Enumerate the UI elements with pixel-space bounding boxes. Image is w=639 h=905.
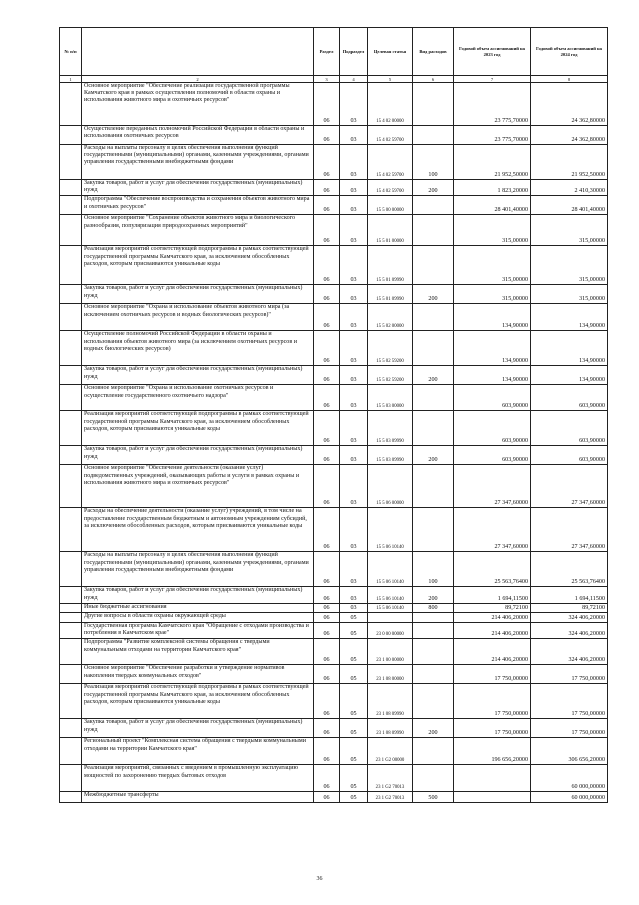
row-expense-type-cell [413,623,454,639]
table-row [60,738,608,765]
row-podrazdel-cell: 05 [340,765,368,792]
row-razdel-cell: 06 [314,719,340,738]
table-row [60,665,608,684]
row-volume-2024-cell: 60 000,00000 [531,765,608,792]
row-razdel-cell: 06 [314,613,340,623]
row-name-cell: Региональный проект "Комплексная система обращения с твердыми коммунальными отходами на территории Камчатского края" [82,738,314,765]
row-podrazdel-cell: 03 [340,126,368,145]
row-name-cell: Расходы на выплаты персоналу в целях обеспечения выполнения функций государственными (муниципальными) органами, казенными учреждениями, органами управления государственными внебюджетными фондами [82,145,314,180]
table-body [60,83,608,803]
row-expense-type-cell [413,215,454,246]
header-row [60,28,608,76]
row-expense-type-cell [413,684,454,719]
row-target-article-cell [368,613,413,623]
row-volume-2023-cell: 315,00000 [454,285,531,304]
row-podrazdel-cell: 03 [340,215,368,246]
row-volume-2024-cell: 134,90000 [531,331,608,366]
row-number-cell [60,331,82,366]
row-razdel-cell: 06 [314,603,340,612]
row-volume-2024-cell: 324 406,20000 [531,639,608,665]
row-number-cell [60,508,82,552]
row-number-cell [60,285,82,304]
row-volume-2024-cell: 24 362,80000 [531,83,608,126]
row-razdel-cell: 06 [314,285,340,304]
column-number: 4 [340,76,368,83]
row-expense-type-cell [413,665,454,684]
row-volume-2024-cell: 17 750,00000 [531,684,608,719]
table-row [60,285,608,304]
row-number-cell [60,385,82,411]
row-volume-2024-cell: 89,72100 [531,603,608,612]
row-expense-type-cell [413,411,454,446]
header-volume-2024: Годовой объем ассигнований на 2024 год [531,28,608,76]
row-expense-type-cell: 200 [413,719,454,738]
row-podrazdel-cell: 03 [340,587,368,603]
row-target-article-cell: 15 5 06 10140 [368,552,413,587]
row-volume-2023-cell: 1 694,11500 [454,587,531,603]
table-row [60,304,608,331]
row-name-cell: Подпрограмма "Развитие комплексной системы обращения с твердыми коммунальными отходами на территории Камчатского края" [82,639,314,665]
row-volume-2024-cell: 27 347,60000 [531,465,608,508]
row-name-cell: Основное мероприятие "Охрана и использование объектов животного мира (за исключением охотничьих ресурсов и водных биологических ресурсов)" [82,304,314,331]
row-target-article-cell: 23 0 00 00000 [368,623,413,639]
row-name-cell: Закупка товаров, работ и услуг для обеспечения государственных (муниципальных) нужд [82,180,314,196]
row-razdel-cell: 06 [314,587,340,603]
table-row [60,126,608,145]
row-podrazdel-cell: 03 [340,508,368,552]
row-volume-2023-cell: 28 401,40000 [454,196,531,215]
row-number-cell [60,738,82,765]
row-name-cell: Основное мероприятие "Обеспечение деятельности (оказание услуг) подведомственных учреждений, оказывающих работы и услуги в рамках охраны и использования животного мира и охотничьих ресурсов" [82,465,314,508]
row-expense-type-cell [413,639,454,665]
row-volume-2023-cell: 214 406,20000 [454,623,531,639]
row-volume-2024-cell: 1 694,11500 [531,587,608,603]
row-name-cell: Основное мероприятие "Обеспечение реализации государственной программы Камчатского края в рамках осуществления полномочий в области охраны и использования животного мира и охотничьих ресурсов" [82,83,314,126]
table-row [60,331,608,366]
row-target-article-cell: 23 1 G2 70013 [368,765,413,792]
row-podrazdel-cell: 03 [340,552,368,587]
table-row [60,145,608,180]
column-number: 1 [60,76,82,83]
table-row [60,385,608,411]
header-num: № п/п [60,28,82,76]
row-volume-2023-cell: 315,00000 [454,215,531,246]
row-name-cell: Основное мероприятие "Охрана и использование охотничьих ресурсов и осуществление государственного охотничьего надзора" [82,385,314,411]
row-razdel-cell: 06 [314,304,340,331]
row-expense-type-cell: 200 [413,180,454,196]
column-number: 3 [314,76,340,83]
row-volume-2024-cell: 24 362,80000 [531,126,608,145]
row-volume-2024-cell: 60 000,00000 [531,792,608,803]
row-volume-2023-cell: 17 750,00000 [454,684,531,719]
table-row [60,623,608,639]
row-number-cell [60,126,82,145]
row-volume-2024-cell: 17 750,00000 [531,665,608,684]
row-podrazdel-cell: 03 [340,385,368,411]
row-target-article-cell: 15 5 02 00000 [368,304,413,331]
row-target-article-cell: 15 5 06 00000 [368,465,413,508]
row-podrazdel-cell: 05 [340,738,368,765]
header-volume-2023: Годовой объем ассигнований на 2023 год [454,28,531,76]
row-number-cell [60,665,82,684]
row-razdel-cell: 06 [314,126,340,145]
column-number-row [60,76,608,83]
row-expense-type-cell: 800 [413,603,454,612]
row-expense-type-cell [413,196,454,215]
column-number: 8 [531,76,608,83]
row-target-article-cell: 23 1 G2 00000 [368,738,413,765]
row-name-cell: Подпрограмма "Обеспечение воспроизводства и сохранения объектов животного мира и охотничьих ресурсов" [82,196,314,215]
row-razdel-cell: 06 [314,465,340,508]
row-number-cell [60,684,82,719]
row-volume-2024-cell: 134,90000 [531,366,608,385]
row-target-article-cell: 15 5 01 09990 [368,285,413,304]
row-podrazdel-cell: 05 [340,719,368,738]
row-podrazdel-cell: 03 [340,285,368,304]
row-razdel-cell: 06 [314,83,340,126]
row-podrazdel-cell: 03 [340,83,368,126]
table-row [60,792,608,803]
row-target-article-cell: 15 5 06 10140 [368,587,413,603]
row-name-cell: Расходы на выплаты персоналу в целях обеспечения выполнения функций государственными (муниципальными) органами, казенными учреждениями, органами управления государственными внебюджетными фондами [82,552,314,587]
column-number: 6 [413,76,454,83]
row-volume-2023-cell: 23 775,70000 [454,126,531,145]
row-volume-2024-cell: 315,00000 [531,215,608,246]
row-number-cell [60,613,82,623]
row-razdel-cell: 06 [314,684,340,719]
row-volume-2024-cell: 324 406,20000 [531,623,608,639]
row-razdel-cell: 06 [314,665,340,684]
row-podrazdel-cell: 03 [340,411,368,446]
row-razdel-cell: 06 [314,385,340,411]
table-row [60,639,608,665]
row-razdel-cell: 06 [314,738,340,765]
row-name-cell: Закупка товаров, работ и услуг для обеспечения государственных (муниципальных) нужд [82,446,314,465]
header-podrazdel: Подраздел [340,28,368,76]
row-target-article-cell: 15 4 02 59700 [368,126,413,145]
table-row [60,587,608,603]
row-volume-2024-cell: 17 750,00000 [531,719,608,738]
table-row [60,83,608,126]
table-row [60,508,608,552]
row-podrazdel-cell: 05 [340,623,368,639]
table-row [60,196,608,215]
row-name-cell: Осуществление полномочий Российской Федерации в области охраны и использования объектов животного мира (за исключением охотничьих ресурсов и водных биологических ресурсов) [82,331,314,366]
row-number-cell [60,366,82,385]
row-number-cell [60,145,82,180]
row-podrazdel-cell: 05 [340,639,368,665]
table-row [60,246,608,285]
row-expense-type-cell [413,508,454,552]
row-podrazdel-cell: 05 [340,613,368,623]
row-expense-type-cell [413,765,454,792]
row-volume-2023-cell: 23 775,70000 [454,83,531,126]
header-target-article: Целевая статья [368,28,413,76]
row-podrazdel-cell: 03 [340,246,368,285]
row-number-cell [60,196,82,215]
row-razdel-cell: 06 [314,145,340,180]
row-number-cell [60,587,82,603]
row-number-cell [60,719,82,738]
row-volume-2023-cell: 134,90000 [454,304,531,331]
row-number-cell [60,792,82,803]
row-podrazdel-cell: 03 [340,331,368,366]
row-volume-2024-cell: 2 410,30000 [531,180,608,196]
row-target-article-cell: 23 1 08 09990 [368,719,413,738]
row-target-article-cell: 15 5 01 00000 [368,215,413,246]
row-name-cell: Реализация мероприятий соответствующей подпрограммы в рамках соответствующей государственной программы Камчатского края, за исключением обособленных расходов, которым присваиваются уникальные коды [82,246,314,285]
row-target-article-cell: 15 5 03 09990 [368,446,413,465]
row-target-article-cell: 15 5 06 10140 [368,508,413,552]
row-number-cell [60,246,82,285]
row-target-article-cell: 23 1 00 00000 [368,639,413,665]
row-razdel-cell: 06 [314,180,340,196]
table-row [60,613,608,623]
row-razdel-cell: 06 [314,366,340,385]
row-volume-2024-cell: 603,90000 [531,411,608,446]
row-target-article-cell: 15 5 02 59200 [368,331,413,366]
row-name-cell: Закупка товаров, работ и услуг для обеспечения государственных (муниципальных) нужд [82,366,314,385]
row-name-cell: Другие вопросы в области охраны окружающей среды [82,613,314,623]
row-name-cell: Иные бюджетные ассигнования [82,603,314,612]
row-podrazdel-cell: 03 [340,465,368,508]
row-name-cell: Закупка товаров, работ и услуг для обеспечения государственных (муниципальных) нужд [82,285,314,304]
row-volume-2024-cell: 27 347,60000 [531,508,608,552]
row-target-article-cell: 15 4 02 59700 [368,180,413,196]
row-expense-type-cell [413,385,454,411]
row-razdel-cell: 06 [314,331,340,366]
row-expense-type-cell [413,246,454,285]
column-number: 2 [82,76,314,83]
row-volume-2023-cell: 1 823,20000 [454,180,531,196]
row-target-article-cell: 15 5 03 09990 [368,411,413,446]
row-name-cell: Государственная программа Камчатского края "Обращение с отходами производства и потребления в Камчатском крае" [82,623,314,639]
row-name-cell: Реализация мероприятий, связанных с введением в промышленную эксплуатацию мощностей по захоронению твердых бытовых отходов [82,765,314,792]
table-row [60,215,608,246]
row-expense-type-cell: 100 [413,552,454,587]
budget-table [59,27,608,803]
header-name [82,28,314,76]
table-row [60,765,608,792]
table-row [60,684,608,719]
row-volume-2023-cell: 603,90000 [454,446,531,465]
row-target-article-cell: 23 1 G2 70013 [368,792,413,803]
row-number-cell [60,765,82,792]
row-target-article-cell: 15 5 06 10140 [368,603,413,612]
row-volume-2023-cell: 603,90000 [454,385,531,411]
column-number: 7 [454,76,531,83]
row-volume-2023-cell: 214 406,20000 [454,613,531,623]
row-volume-2023-cell: 27 347,60000 [454,465,531,508]
row-expense-type-cell [413,126,454,145]
table-row [60,446,608,465]
row-razdel-cell: 06 [314,552,340,587]
row-target-article-cell: 23 1 08 09990 [368,684,413,719]
row-volume-2024-cell: 603,90000 [531,385,608,411]
table-row [60,366,608,385]
budget-table-sheet [59,27,607,803]
table-row [60,552,608,587]
row-number-cell [60,465,82,508]
row-podrazdel-cell: 03 [340,446,368,465]
row-volume-2023-cell: 17 750,00000 [454,719,531,738]
row-name-cell: Осуществление переданных полномочий Российской Федерации в области охраны и использования охотничьих ресурсов [82,126,314,145]
row-volume-2023-cell: 89,72100 [454,603,531,612]
row-volume-2024-cell: 21 952,50000 [531,145,608,180]
row-podrazdel-cell: 05 [340,684,368,719]
row-volume-2023-cell: 214 406,20000 [454,639,531,665]
row-razdel-cell: 06 [314,411,340,446]
table-row [60,603,608,612]
row-number-cell [60,639,82,665]
row-target-article-cell: 15 5 00 00000 [368,196,413,215]
row-podrazdel-cell: 03 [340,196,368,215]
row-podrazdel-cell: 05 [340,665,368,684]
row-number-cell [60,623,82,639]
row-razdel-cell: 06 [314,508,340,552]
row-number-cell [60,304,82,331]
row-volume-2023-cell: 17 750,00000 [454,665,531,684]
row-volume-2023-cell: 134,90000 [454,331,531,366]
row-expense-type-cell [413,738,454,765]
row-razdel-cell: 06 [314,792,340,803]
header-razdel: Раздел [314,28,340,76]
row-target-article-cell: 23 1 08 00000 [368,665,413,684]
row-volume-2024-cell: 603,90000 [531,446,608,465]
row-expense-type-cell [413,304,454,331]
row-podrazdel-cell: 03 [340,145,368,180]
row-expense-type-cell [413,331,454,366]
table-row [60,180,608,196]
row-name-cell: Основное мероприятие "Сохранение объектов животного мира и биологического разнообразия, популяризация природоохранных мероприятий" [82,215,314,246]
table-row [60,411,608,446]
row-name-cell: Закупка товаров, работ и услуг для обеспечения государственных (муниципальных) нужд [82,587,314,603]
row-volume-2023-cell [454,792,531,803]
row-name-cell: Межбюджетные трансферты [82,792,314,803]
row-volume-2024-cell: 324 406,20000 [531,613,608,623]
row-volume-2023-cell: 134,90000 [454,366,531,385]
column-number: 5 [368,76,413,83]
row-volume-2023-cell: 25 563,76400 [454,552,531,587]
row-volume-2024-cell: 315,00000 [531,246,608,285]
row-volume-2024-cell: 306 656,20000 [531,738,608,765]
row-name-cell: Реализация мероприятий соответствующей подпрограммы в рамках соответствующей государственной программы Камчатского края, за исключением обособленных расходов, которым присваиваются уникальные коды [82,684,314,719]
row-volume-2023-cell: 27 347,60000 [454,508,531,552]
row-volume-2024-cell: 315,00000 [531,285,608,304]
row-podrazdel-cell: 03 [340,366,368,385]
row-volume-2024-cell: 25 563,76400 [531,552,608,587]
row-razdel-cell: 06 [314,196,340,215]
row-name-cell: Закупка товаров, работ и услуг для обеспечения государственных (муниципальных) нужд [82,719,314,738]
row-volume-2023-cell: 315,00000 [454,246,531,285]
row-podrazdel-cell: 05 [340,792,368,803]
row-expense-type-cell: 200 [413,366,454,385]
row-razdel-cell: 06 [314,639,340,665]
row-target-article-cell: 15 5 01 09990 [368,246,413,285]
row-volume-2023-cell: 21 952,50000 [454,145,531,180]
row-number-cell [60,215,82,246]
row-podrazdel-cell: 03 [340,180,368,196]
row-number-cell [60,603,82,612]
row-number-cell [60,552,82,587]
page-number: 36 [316,876,323,882]
row-volume-2024-cell: 28 401,40000 [531,196,608,215]
row-target-article-cell: 15 5 03 00000 [368,385,413,411]
row-volume-2024-cell: 134,90000 [531,304,608,331]
row-name-cell: Расходы на обеспечение деятельности (оказание услуг) учреждений, в том числе на предоставление государственным бюджетным и автономным учреждениям субсидий, за исключением обособленных расходов, которым присваиваются уникальные коды [82,508,314,552]
row-number-cell [60,411,82,446]
row-volume-2023-cell: 603,90000 [454,411,531,446]
table-row [60,465,608,508]
row-volume-2023-cell [454,765,531,792]
row-razdel-cell: 06 [314,215,340,246]
table-row [60,719,608,738]
row-target-article-cell: 15 4 02 00000 [368,83,413,126]
row-number-cell [60,446,82,465]
row-expense-type-cell: 500 [413,792,454,803]
row-number-cell [60,180,82,196]
row-name-cell: Реализация мероприятий соответствующей подпрограммы в рамках соответствующей государственной программы Камчатского края, за исключением обособленных расходов, которым присваиваются уникальные коды [82,411,314,446]
row-volume-2023-cell: 196 656,20000 [454,738,531,765]
row-target-article-cell: 15 4 02 59700 [368,145,413,180]
row-number-cell [60,83,82,126]
row-target-article-cell: 15 5 02 59200 [368,366,413,385]
row-expense-type-cell: 200 [413,587,454,603]
row-name-cell: Основное мероприятие "Обеспечение разработки и утверждение нормативов накопления твердых коммунальных отходов" [82,665,314,684]
row-expense-type-cell [413,465,454,508]
row-razdel-cell: 06 [314,446,340,465]
row-podrazdel-cell: 03 [340,304,368,331]
row-razdel-cell: 06 [314,765,340,792]
row-expense-type-cell: 100 [413,145,454,180]
row-razdel-cell: 06 [314,623,340,639]
row-expense-type-cell: 200 [413,446,454,465]
row-expense-type-cell: 200 [413,285,454,304]
row-razdel-cell: 06 [314,246,340,285]
row-expense-type-cell [413,613,454,623]
row-podrazdel-cell: 03 [340,603,368,612]
row-expense-type-cell [413,83,454,126]
header-expense-type: Вид расходов [413,28,454,76]
